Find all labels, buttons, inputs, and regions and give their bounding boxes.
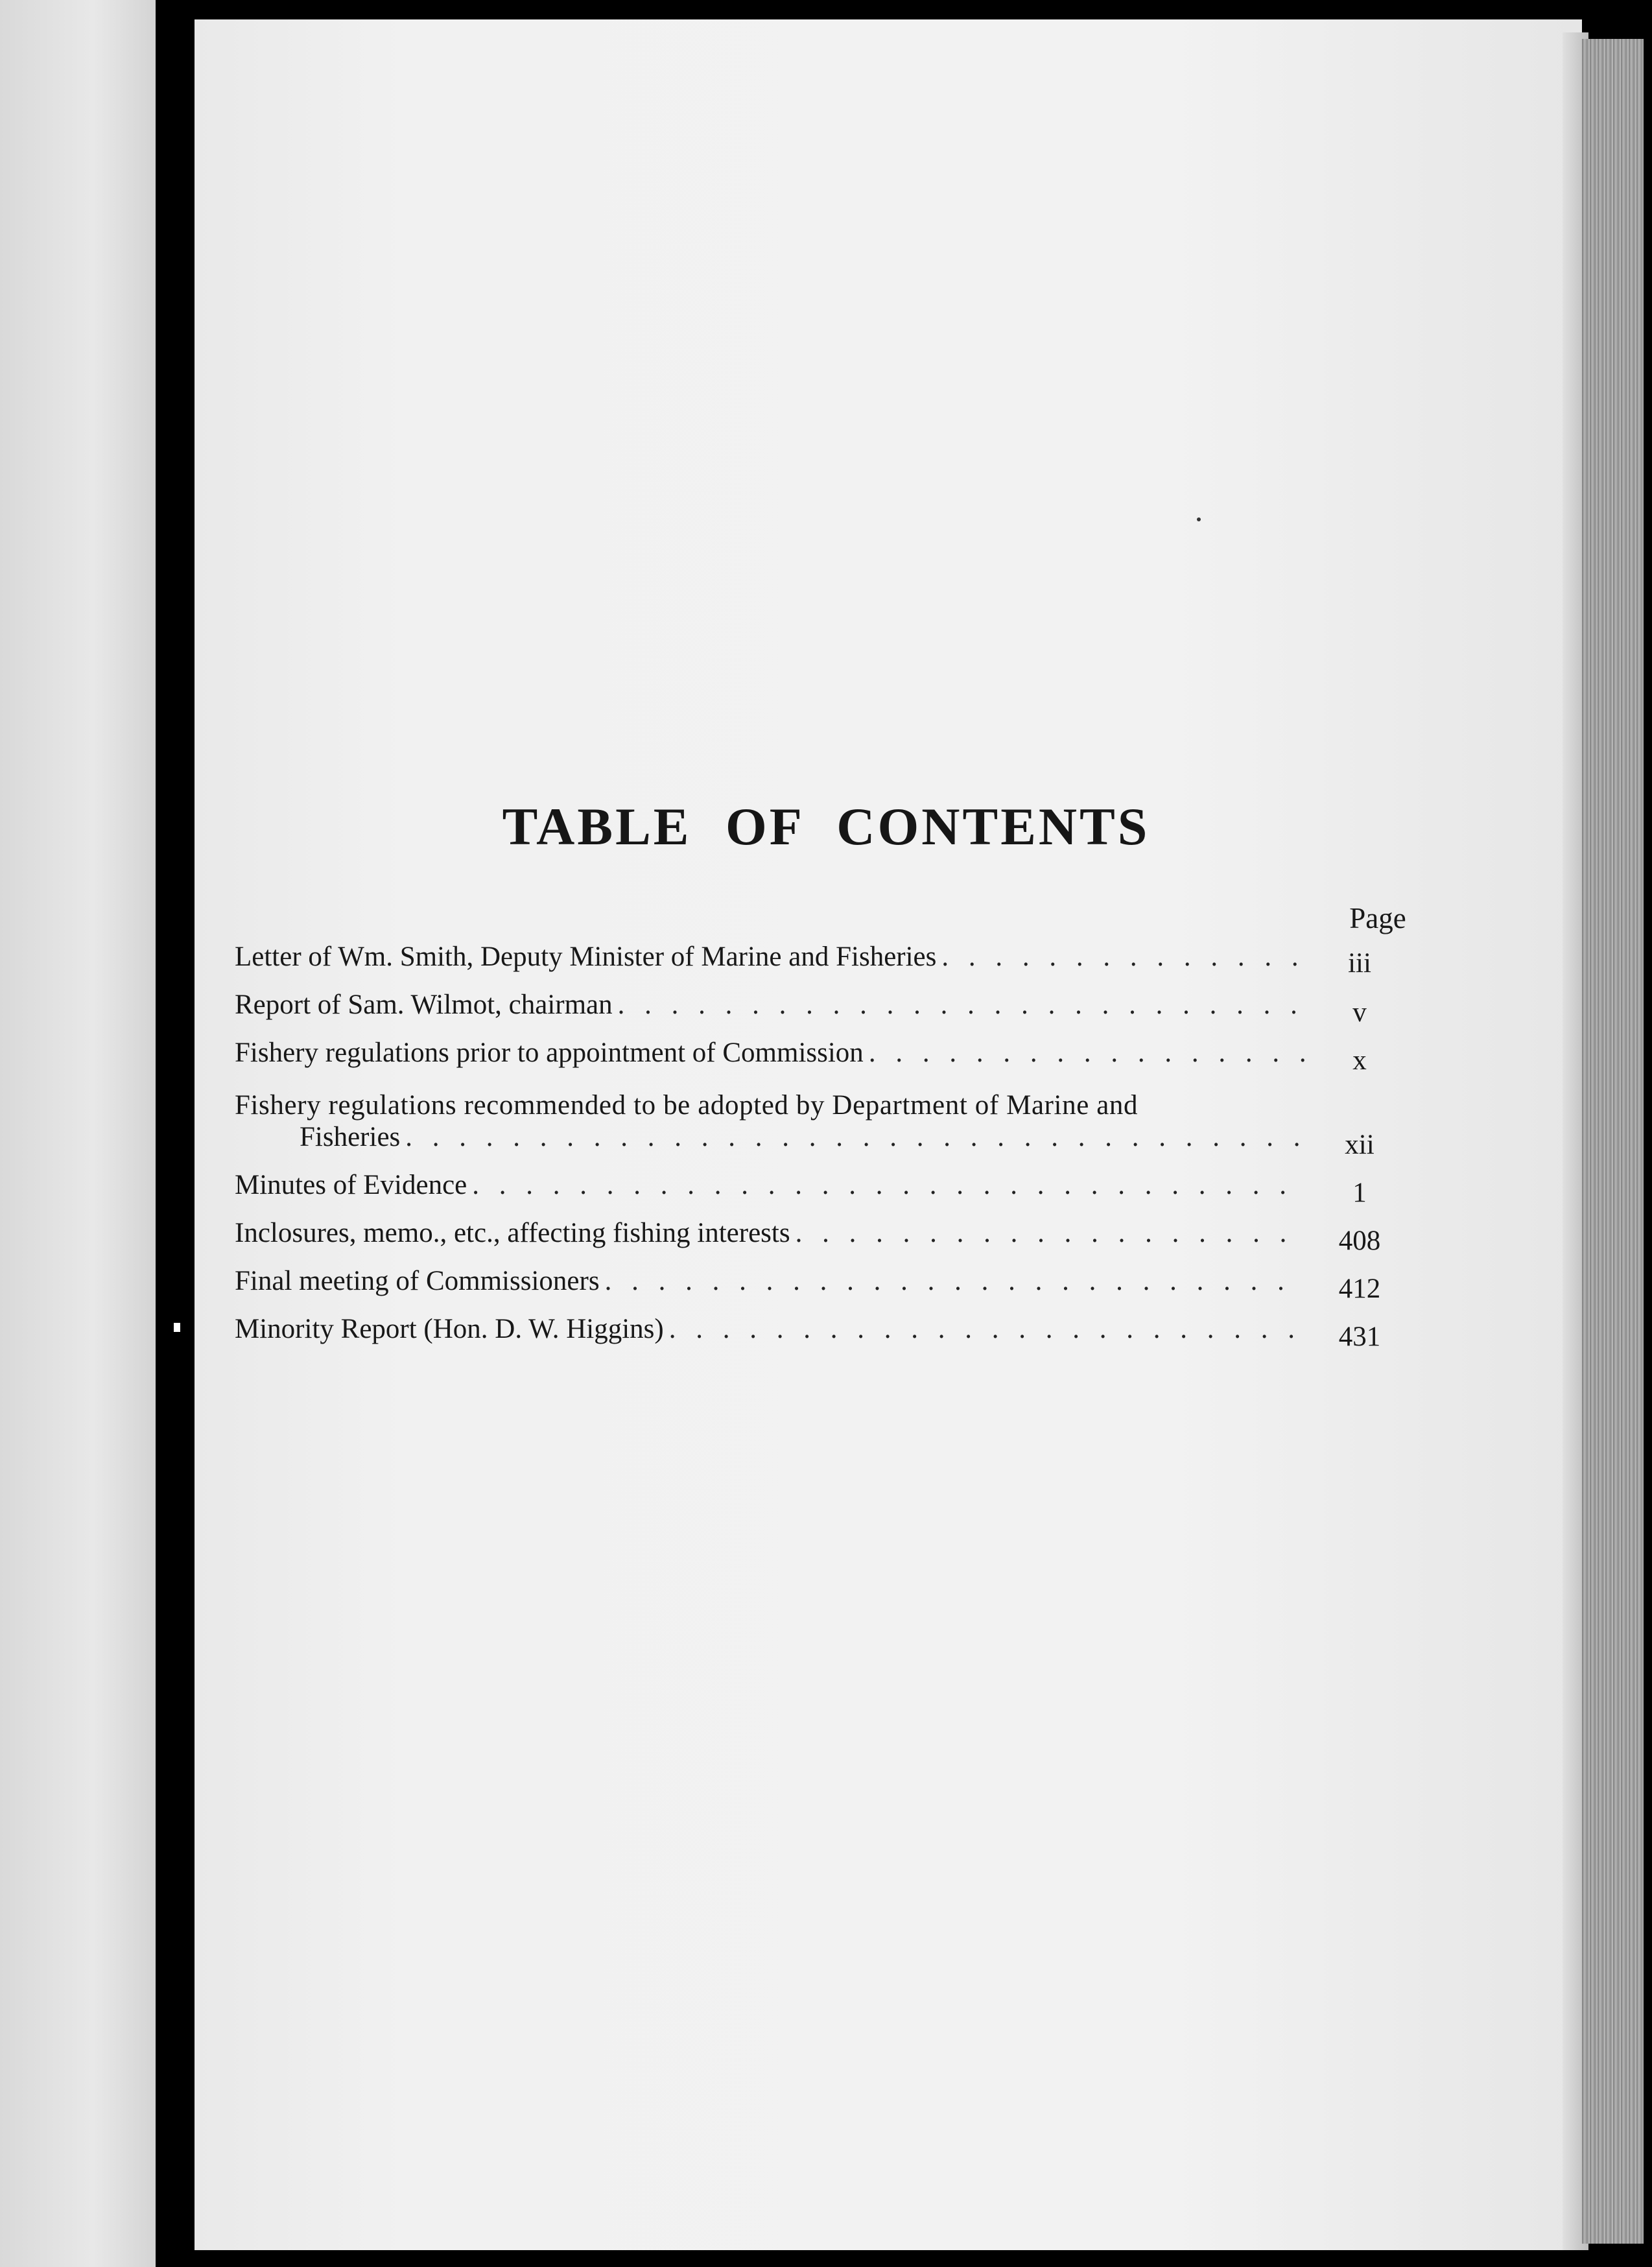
facing-page-edge xyxy=(0,0,156,2267)
toc-entry-page: xii xyxy=(1345,1130,1375,1160)
toc-entry-label: Letter of Wm. Smith, Deputy Minister of Marine and Fisheries xyxy=(235,942,937,972)
toc-entry-label: Report of Sam. Wilmot, chairman xyxy=(235,990,613,1020)
toc-entry-label: Inclosures, memo., etc., affecting fishing interests xyxy=(235,1218,790,1248)
toc-entry-label: Minority Report (Hon. D. W. Higgins) xyxy=(235,1314,664,1344)
paper-speck xyxy=(1197,517,1201,521)
toc-entry[interactable] xyxy=(235,1153,1402,1208)
toc-entry-page: v xyxy=(1352,997,1367,1028)
toc-entry[interactable] xyxy=(235,1021,1402,1076)
toc-entry-page: 408 xyxy=(1338,1226,1381,1256)
dot-leader xyxy=(869,1037,1304,1069)
toc-entry-label: Minutes of Evidence xyxy=(235,1170,467,1200)
toc-entry[interactable] xyxy=(235,1201,1402,1256)
dot-leader xyxy=(796,1217,1304,1249)
toc-entry[interactable] xyxy=(235,973,1402,1028)
dot-leader xyxy=(405,1121,1304,1153)
toc-entry-page: iii xyxy=(1348,948,1371,979)
toc-entry-label: Fishery regulations prior to appointment of Commission xyxy=(235,1038,864,1068)
dot-leader xyxy=(941,941,1304,973)
toc-entry-label: Final meeting of Commissioners xyxy=(235,1266,600,1296)
dot-leader xyxy=(669,1313,1304,1345)
toc-entry[interactable] xyxy=(235,1069,1402,1160)
dot-leader xyxy=(605,1265,1304,1297)
margin-mark xyxy=(174,1323,180,1332)
toc-entry[interactable] xyxy=(235,929,1402,979)
toc-entry-page: 412 xyxy=(1338,1274,1381,1304)
toc-entry-label-line2: Fisheries xyxy=(300,1122,401,1152)
page-column-header: Page xyxy=(1349,902,1406,934)
toc-title: TABLE OF CONTENTS xyxy=(502,797,1150,856)
toc-entry-page: x xyxy=(1352,1045,1367,1076)
table-of-contents xyxy=(235,929,1402,1352)
dot-leader xyxy=(618,989,1304,1021)
toc-entry-page: 1 xyxy=(1352,1178,1367,1208)
toc-entry[interactable] xyxy=(235,1297,1402,1352)
book-fore-edge xyxy=(1582,39,1644,2244)
toc-entry[interactable] xyxy=(235,1249,1402,1304)
dot-leader xyxy=(472,1169,1304,1201)
toc-entry-label-line1: Fishery regulations recommended to be adopted by Department of Marine and xyxy=(235,1090,1139,1121)
toc-entry-page: 431 xyxy=(1338,1322,1381,1352)
